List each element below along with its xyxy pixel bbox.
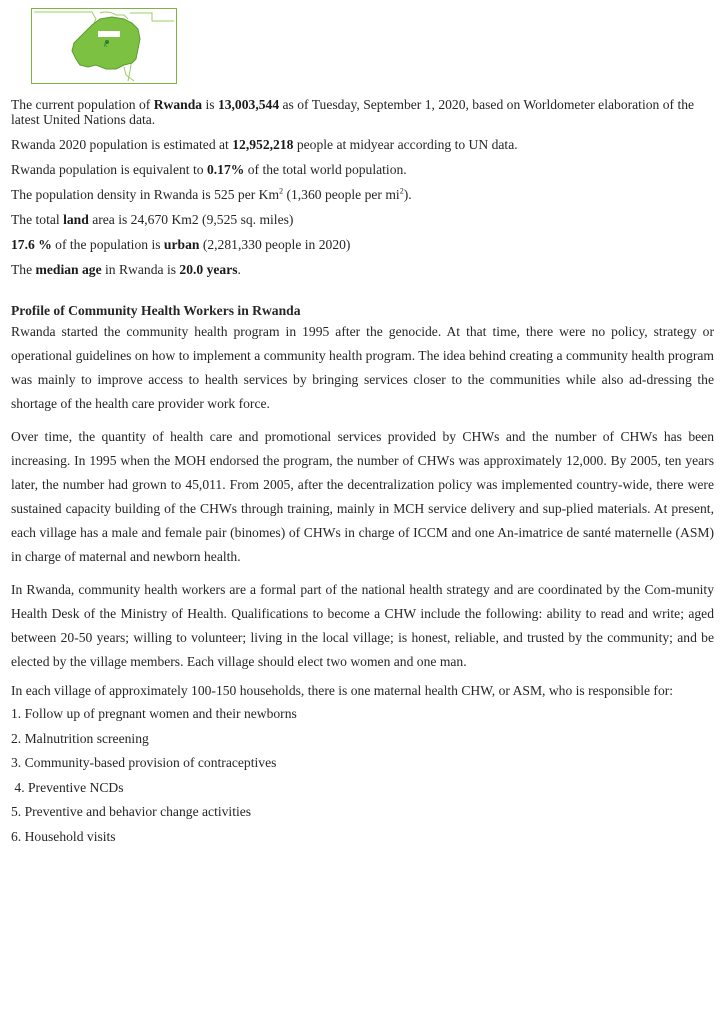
text: The population density in Rwanda is 525 per Km xyxy=(11,187,280,202)
stat-world-share xyxy=(11,162,714,177)
text: The current population of xyxy=(11,97,154,112)
text: ). xyxy=(403,187,412,202)
list-item: 3. Community-based provision of contraceptives xyxy=(11,755,277,771)
list-intro: In each village of approximately 100-150 households, there is one maternal health CHW, or ASM, who is responsible for: xyxy=(11,683,674,698)
text: in Rwanda is xyxy=(101,262,180,277)
section-title: Profile of Community Health Workers in Rwanda xyxy=(11,303,301,318)
list-item: 5. Preventive and behavior change activities xyxy=(11,804,252,820)
text: people at midyear according to UN data. xyxy=(293,137,518,152)
responsibility-list xyxy=(11,706,714,844)
text: of the population is xyxy=(51,237,164,252)
stat-density xyxy=(11,187,714,202)
stat-median-age xyxy=(11,262,714,277)
stat-land-area xyxy=(11,212,714,227)
urban-label: urban xyxy=(163,237,200,252)
urban-percent-value: 17.6 % xyxy=(11,237,52,252)
population-value: 13,003,544 xyxy=(217,97,280,112)
stat-urban xyxy=(11,237,714,252)
country-name: Rwanda xyxy=(153,97,203,112)
list-item: 2. Malnutrition screening xyxy=(11,730,149,746)
text: The xyxy=(11,262,36,277)
document-body xyxy=(11,97,714,854)
list-item: 6. Household visits xyxy=(11,828,116,844)
paragraph-growth: Over time, the quantity of health care and promotional services provided by CHWs and the number of CHWs has been increasing. In 1995 when the MOH endorsed the program, the number of CHWs was approximately 12,000. By 2005, ten years later, the number had grown to 45,011. From 2005, after the decentralization policy was implemented country-wide, there were sustained capacity building of the CHWs through training, mainly in MCH service delivery and sup-plied materials. At present, each village has a male and female pair (binomes) of CHWs in charge of ICCM and one An-imatrice de santé maternelle (ASM) in charge of maternal and newborn health. xyxy=(11,429,714,564)
paragraph-history: Rwanda started the community health program in 1995 after the genocide. At that time, there were no policy, strategy or operational guidelines on how to implement a community health program. The idea behind creating a community health program was mainly to improve access to health services by bringing services closer to the communities while also ad-dressing the shortage of the health care provider work force. xyxy=(11,324,714,411)
world-share-value: 0.17% xyxy=(206,162,245,177)
median-age-label: median age xyxy=(35,262,102,277)
paragraph-qualifications: In Rwanda, community health workers are a formal part of the national health strategy and are coordinated by the Com-munity Health Desk of the Ministry of Health. Qualifications to become a CHW include the following: ability to read and write; aged between 20-50 years; willing to volunteer; living in the local village; is honest, reliable, and trusted by the community; and be elected by the village members. Each village should elect two women and one man. xyxy=(11,582,714,669)
text: . xyxy=(237,262,241,277)
population-2020-value: 12,952,218 xyxy=(232,137,294,152)
superscript: 2 xyxy=(399,186,404,196)
text: of the total world population. xyxy=(244,162,407,177)
median-age-value: 20.0 years xyxy=(179,262,238,277)
list-item: 1. Follow up of pregnant women and their newborns xyxy=(11,706,297,721)
text: Rwanda 2020 population is estimated at xyxy=(11,137,233,152)
text: Rwanda population is equivalent to xyxy=(11,162,207,177)
rwanda-map-icon xyxy=(32,9,176,83)
list-item: 4. Preventive NCDs xyxy=(11,779,124,795)
superscript: 2 xyxy=(279,186,284,196)
text: is xyxy=(202,97,218,112)
text: (2,281,330 people in 2020) xyxy=(199,237,351,252)
land-label: land xyxy=(63,212,89,227)
text: The total xyxy=(11,212,64,227)
stat-2020-population xyxy=(11,137,714,152)
text: as of Tuesday, September 1, 2020, based on Worldometer elaboration of the latest United Nations data. xyxy=(11,97,695,127)
map-marker-label: K xyxy=(104,43,108,49)
text: (1,360 people per mi xyxy=(283,187,400,202)
text: area is 24,670 Km2 (9,525 sq. miles) xyxy=(88,212,294,227)
stat-current-population xyxy=(11,97,714,127)
rwanda-map-image xyxy=(31,8,177,84)
